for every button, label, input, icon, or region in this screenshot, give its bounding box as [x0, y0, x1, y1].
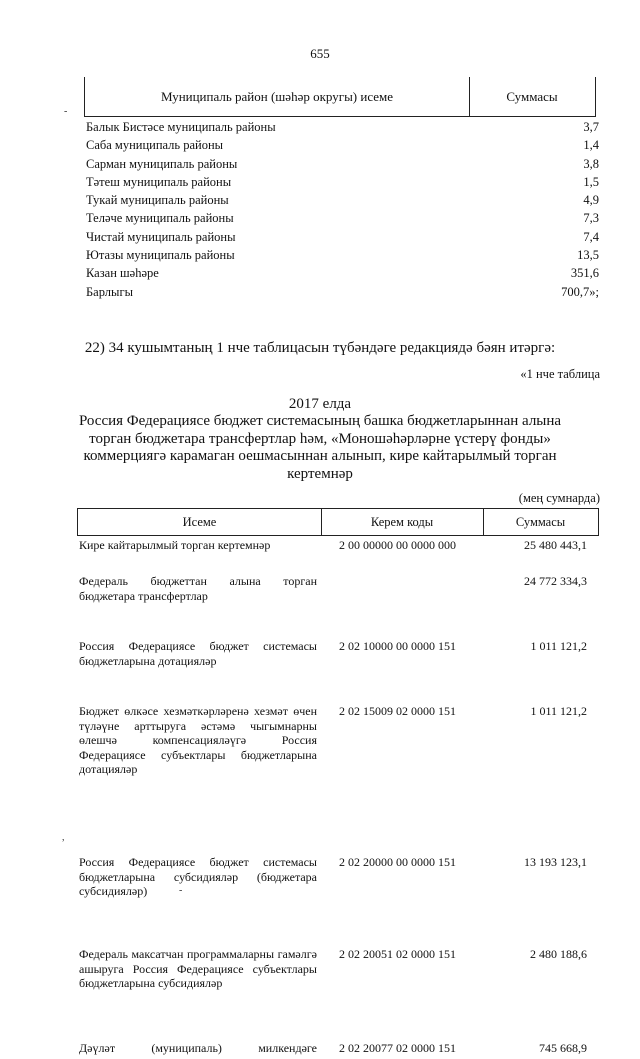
row-name: Теләче муниципаль районы [86, 211, 234, 226]
table-row [84, 136, 599, 154]
table1-header-sum: Суммасы [506, 89, 558, 104]
row-value: 4,9 [583, 193, 599, 208]
table-row [84, 283, 599, 301]
row-name: Тәтеш муниципаль районы [86, 174, 232, 189]
table-reference: «1 нче таблица [520, 367, 600, 381]
row-name: Ютазы муниципаль районы [86, 248, 235, 263]
row-value: 351,6 [570, 266, 599, 281]
table-row [84, 228, 599, 246]
row-name: Казан шәһәре [86, 266, 159, 281]
row-code: 2 02 20077 02 0000 151 [339, 1041, 456, 1055]
table-row [77, 855, 599, 901]
row-value: 700,7»; [561, 284, 599, 299]
row-name: Тукай муниципаль районы [86, 193, 229, 208]
table-row [77, 574, 599, 606]
row-name: Кире кайтарылмый торган кертемнәр [79, 538, 271, 552]
row-code: 2 02 20000 00 0000 151 [339, 855, 456, 869]
row-value: 1,4 [583, 138, 599, 153]
row-sum: 2 480 188,6 [530, 947, 587, 961]
table2-header-code: Керем коды [321, 509, 484, 535]
table-row [84, 209, 599, 227]
row-sum: 25 480 443,1 [524, 538, 587, 552]
table-row [84, 246, 599, 264]
year-heading: 2017 елда [288, 396, 352, 412]
table1-header [84, 77, 596, 117]
table-row [77, 538, 599, 556]
margin-mark: - [179, 885, 183, 896]
table1-header-name: Муниципаль район (шәһәр округы) исеме [85, 77, 470, 116]
row-name: Сарман муниципаль районы [86, 156, 238, 171]
row-name: Россия Федерациясе бюджет системасы бюджетларына дотацияләр [79, 639, 317, 668]
table-row [84, 118, 599, 136]
table-row [84, 173, 599, 191]
margin-mark: , [62, 832, 65, 843]
row-value: 7,3 [583, 211, 599, 226]
table2 [77, 508, 599, 536]
table-row [84, 155, 599, 173]
row-name: Федераль бюджеттан алына торган бюджетара трансфертлар [79, 574, 317, 603]
row-name: Балык Бистәсе муниципаль районы [86, 120, 276, 134]
table2-header [77, 508, 599, 536]
row-value: 1,5 [583, 174, 599, 189]
unit-label: (мең сумнарда) [518, 491, 600, 505]
row-name: Дәүләт (муниципаль) милкендәге [79, 1041, 317, 1055]
row-code: 2 02 20051 02 0000 151 [339, 947, 456, 961]
row-name: Россия Федерациясе бюджет системасы бюджетларына субсидияләр (бюджетара субсидияләр) [79, 855, 317, 898]
row-code: 2 02 15009 02 0000 151 [339, 704, 456, 718]
table-row [84, 191, 599, 209]
row-code: 2 02 10000 00 0000 151 [339, 639, 456, 653]
row-name: Федераль максатчан программаларны гамәлгә ашыруга Россия Федерациясе субъектлары бюджетларына субсидияләр [79, 947, 317, 990]
row-value: 7,4 [583, 229, 599, 244]
table-row [77, 947, 599, 993]
table-row [77, 704, 599, 778]
row-sum: 745 668,9 [539, 1041, 587, 1055]
table2-header-sum: Суммасы [515, 515, 566, 529]
row-name: Бюджет өлкәсе хезмәткәрләренә хезмәт өчен түләүне арттыруга әстәмә чыгымнарны өлешчә компенсацияләүгә Россия Федерациясе субъектлары бюджетларына дотацияләр [79, 704, 317, 776]
table-row [77, 639, 599, 671]
table1-body [84, 118, 599, 301]
page-number: 655 [310, 46, 330, 61]
row-sum: 1 011 121,2 [530, 704, 587, 718]
instruction-text: 22) 34 кушымтаның 1 нче таблицасын түбәндәге редакциядә бәян итәргә: [84, 340, 556, 356]
row-sum: 1 011 121,2 [530, 639, 587, 653]
row-name: Саба муниципаль районы [86, 138, 224, 153]
row-sum: 13 193 123,1 [524, 855, 587, 869]
row-name: Барлыгы [86, 284, 133, 299]
table2-header-name: Исеме [78, 509, 322, 535]
table-row [77, 1041, 599, 1059]
row-name: Чистай муниципаль районы [86, 229, 236, 244]
row-sum: 24 772 334,3 [524, 574, 587, 588]
row-code: 2 00 00000 00 0000 000 [339, 538, 456, 552]
margin-mark: - [64, 106, 68, 117]
row-value: 3,8 [583, 156, 599, 171]
table-row [84, 264, 599, 282]
row-value: 13,5 [577, 248, 599, 263]
row-value: 3,7 [583, 120, 599, 134]
table-title: Россия Федерациясе бюджет системасының башка бюджетларыннан алына торган бюджетара трансфертлар һәм, «Моношәһәрләрне үстерү фонды» коммерциягә карамаган оешмасыннан алынып, кире кайтарылмый торган кертемнәр [78, 413, 562, 482]
